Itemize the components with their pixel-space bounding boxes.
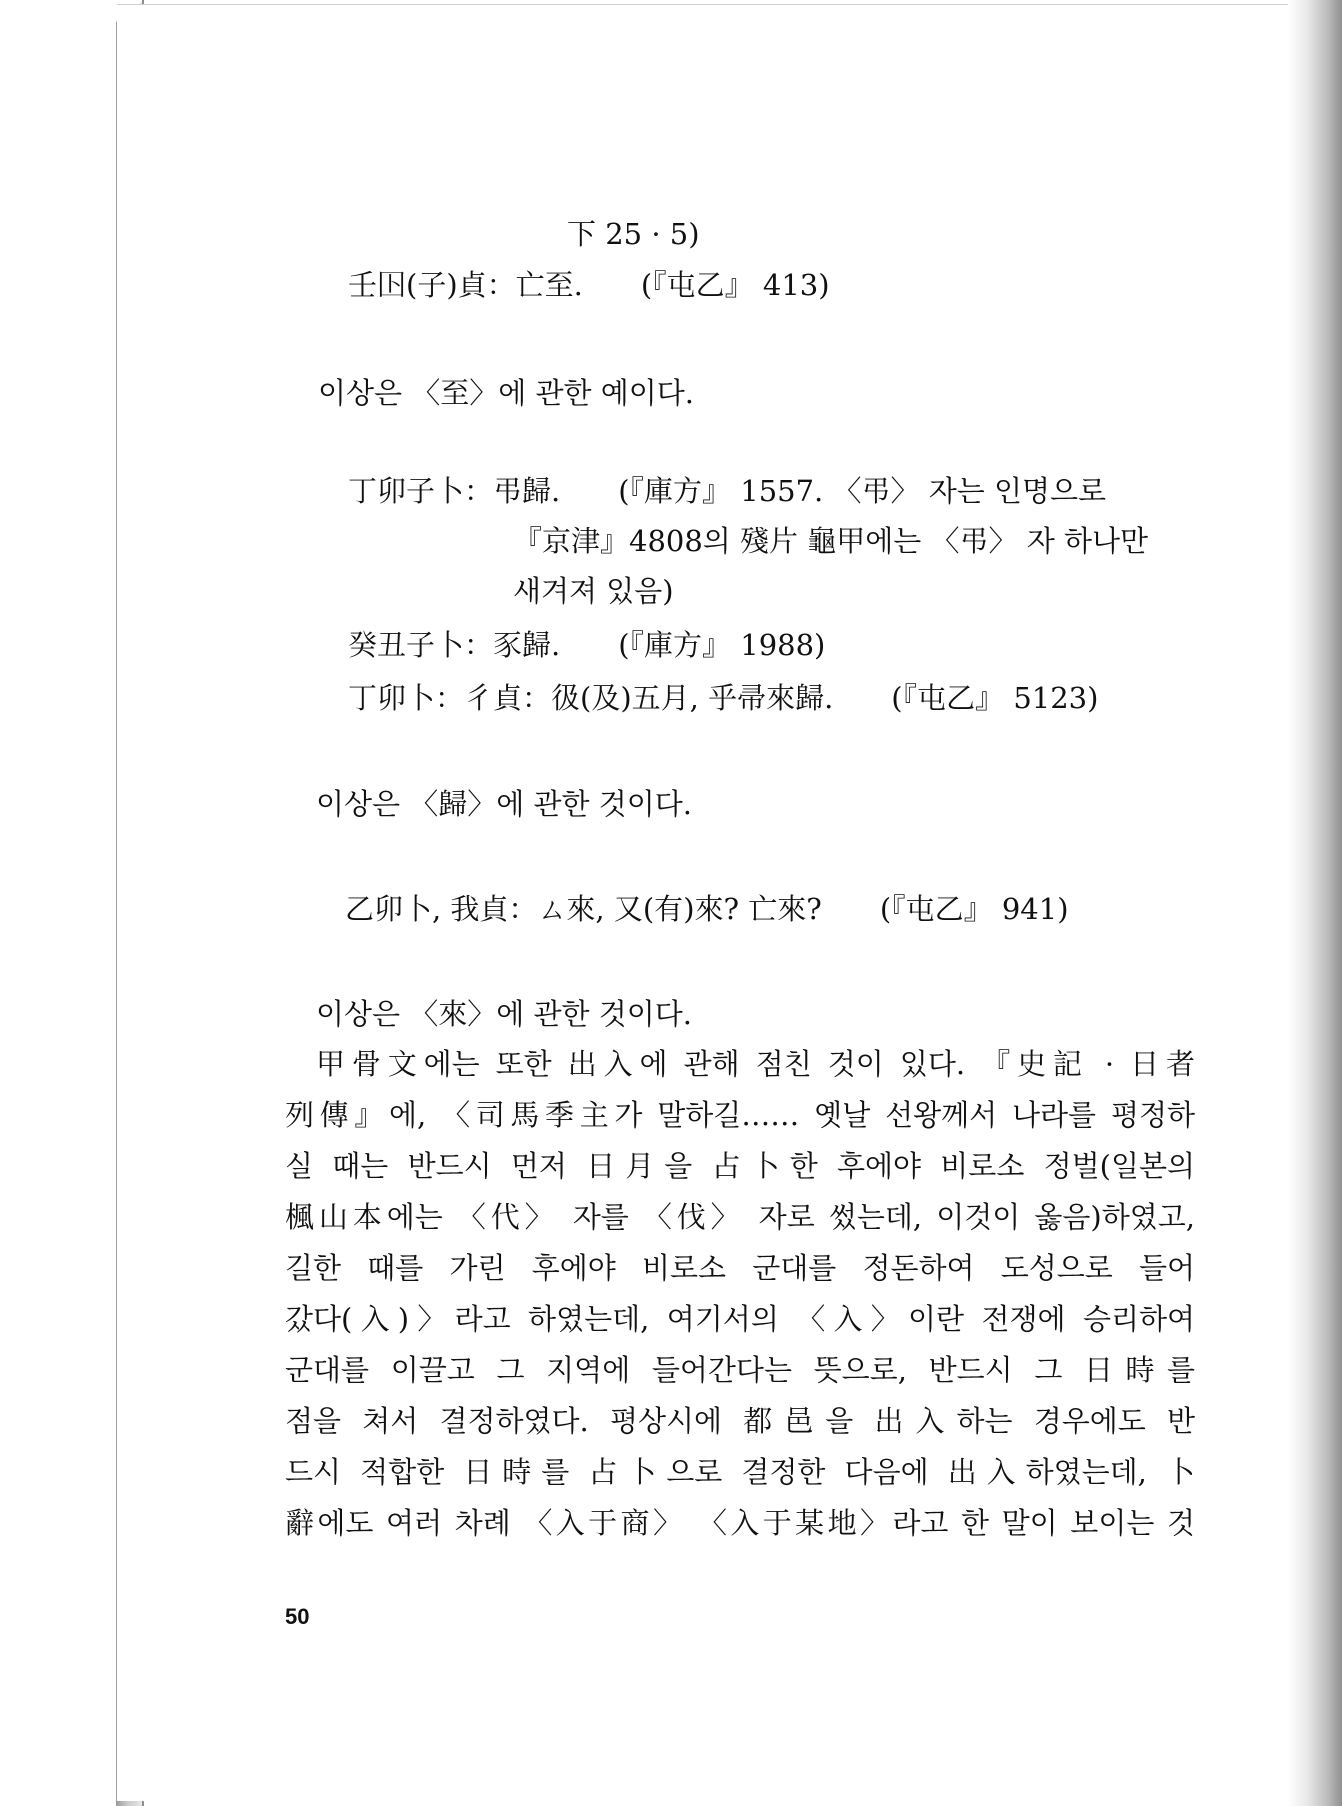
text-line: 壬𡆥(子)貞：亡至. (『屯乙』 413) — [348, 268, 830, 302]
text-line: 乙卯卜, 我貞：ㄙ來, 又(有)來? 亡來? (『屯乙』 941) — [345, 892, 1069, 926]
text-line: 군대를 이끌고 그 지역에 들어간다는 뜻으로, 반드시 그 日時를 — [285, 1353, 1195, 1387]
text-line: 드시 적합한 日時를 占卜으로 결정한 다음에 出入하였는데, 卜 — [285, 1455, 1195, 1489]
book-right-shadow — [1288, 0, 1342, 1806]
text-line: 점을 쳐서 결정하였다. 평상시에 都邑을 出入하는 경우에도 반 — [285, 1404, 1195, 1438]
text-line: 이상은 〈至〉에 관한 예이다. — [318, 376, 694, 410]
text-line: 갔다(入)〉라고 하였는데, 여기서의 〈入〉이란 전쟁에 승리하여 — [285, 1302, 1195, 1336]
text-line: 실 때는 반드시 먼저 日月을 占卜한 후에야 비로소 정벌(일본의 — [285, 1149, 1195, 1183]
text-line: 길한 때를 가린 후에야 비로소 군대를 정돈하여 도성으로 들어 — [285, 1251, 1195, 1285]
text-line: 辭에도 여러 차례 〈入于商〉 〈入于某地〉라고 한 말이 보이는 것 — [285, 1506, 1195, 1540]
text-line: 楓山本에는 〈代〉 자를 〈伐〉 자로 썼는데, 이것이 옳음)하였고, — [285, 1200, 1195, 1234]
text-line: 丁卯子卜：弔歸. (『庫方』 1557. 〈弔〉 자는 인명으로 — [348, 474, 1107, 508]
text-line: 下 25 · 5) — [567, 217, 700, 251]
text-line: 이상은 〈歸〉에 관한 것이다. — [316, 787, 692, 821]
text-line: 새겨져 있음) — [513, 574, 674, 608]
text-line: 癸丑子卜：豕歸. (『庫方』 1988) — [348, 628, 826, 662]
text-line: 『京津』4808의 殘片 龜甲에는 〈弔〉 자 하나만 — [513, 524, 1148, 558]
text-line: 이상은 〈來〉에 관한 것이다. — [316, 997, 692, 1031]
text-line: 丁卯卜：彳貞：彶(及)五月, 乎帚來歸. (『屯乙』 5123) — [348, 681, 1099, 715]
text-line: 列傳』에, 〈司馬季主가 말하길…… 옛날 선왕께서 나라를 평정하 — [285, 1098, 1195, 1132]
page-number: 50 — [285, 1604, 310, 1629]
text-line: 甲骨文에는 또한 出入에 관해 점친 것이 있다. 『史記 · 日者 — [316, 1047, 1195, 1081]
